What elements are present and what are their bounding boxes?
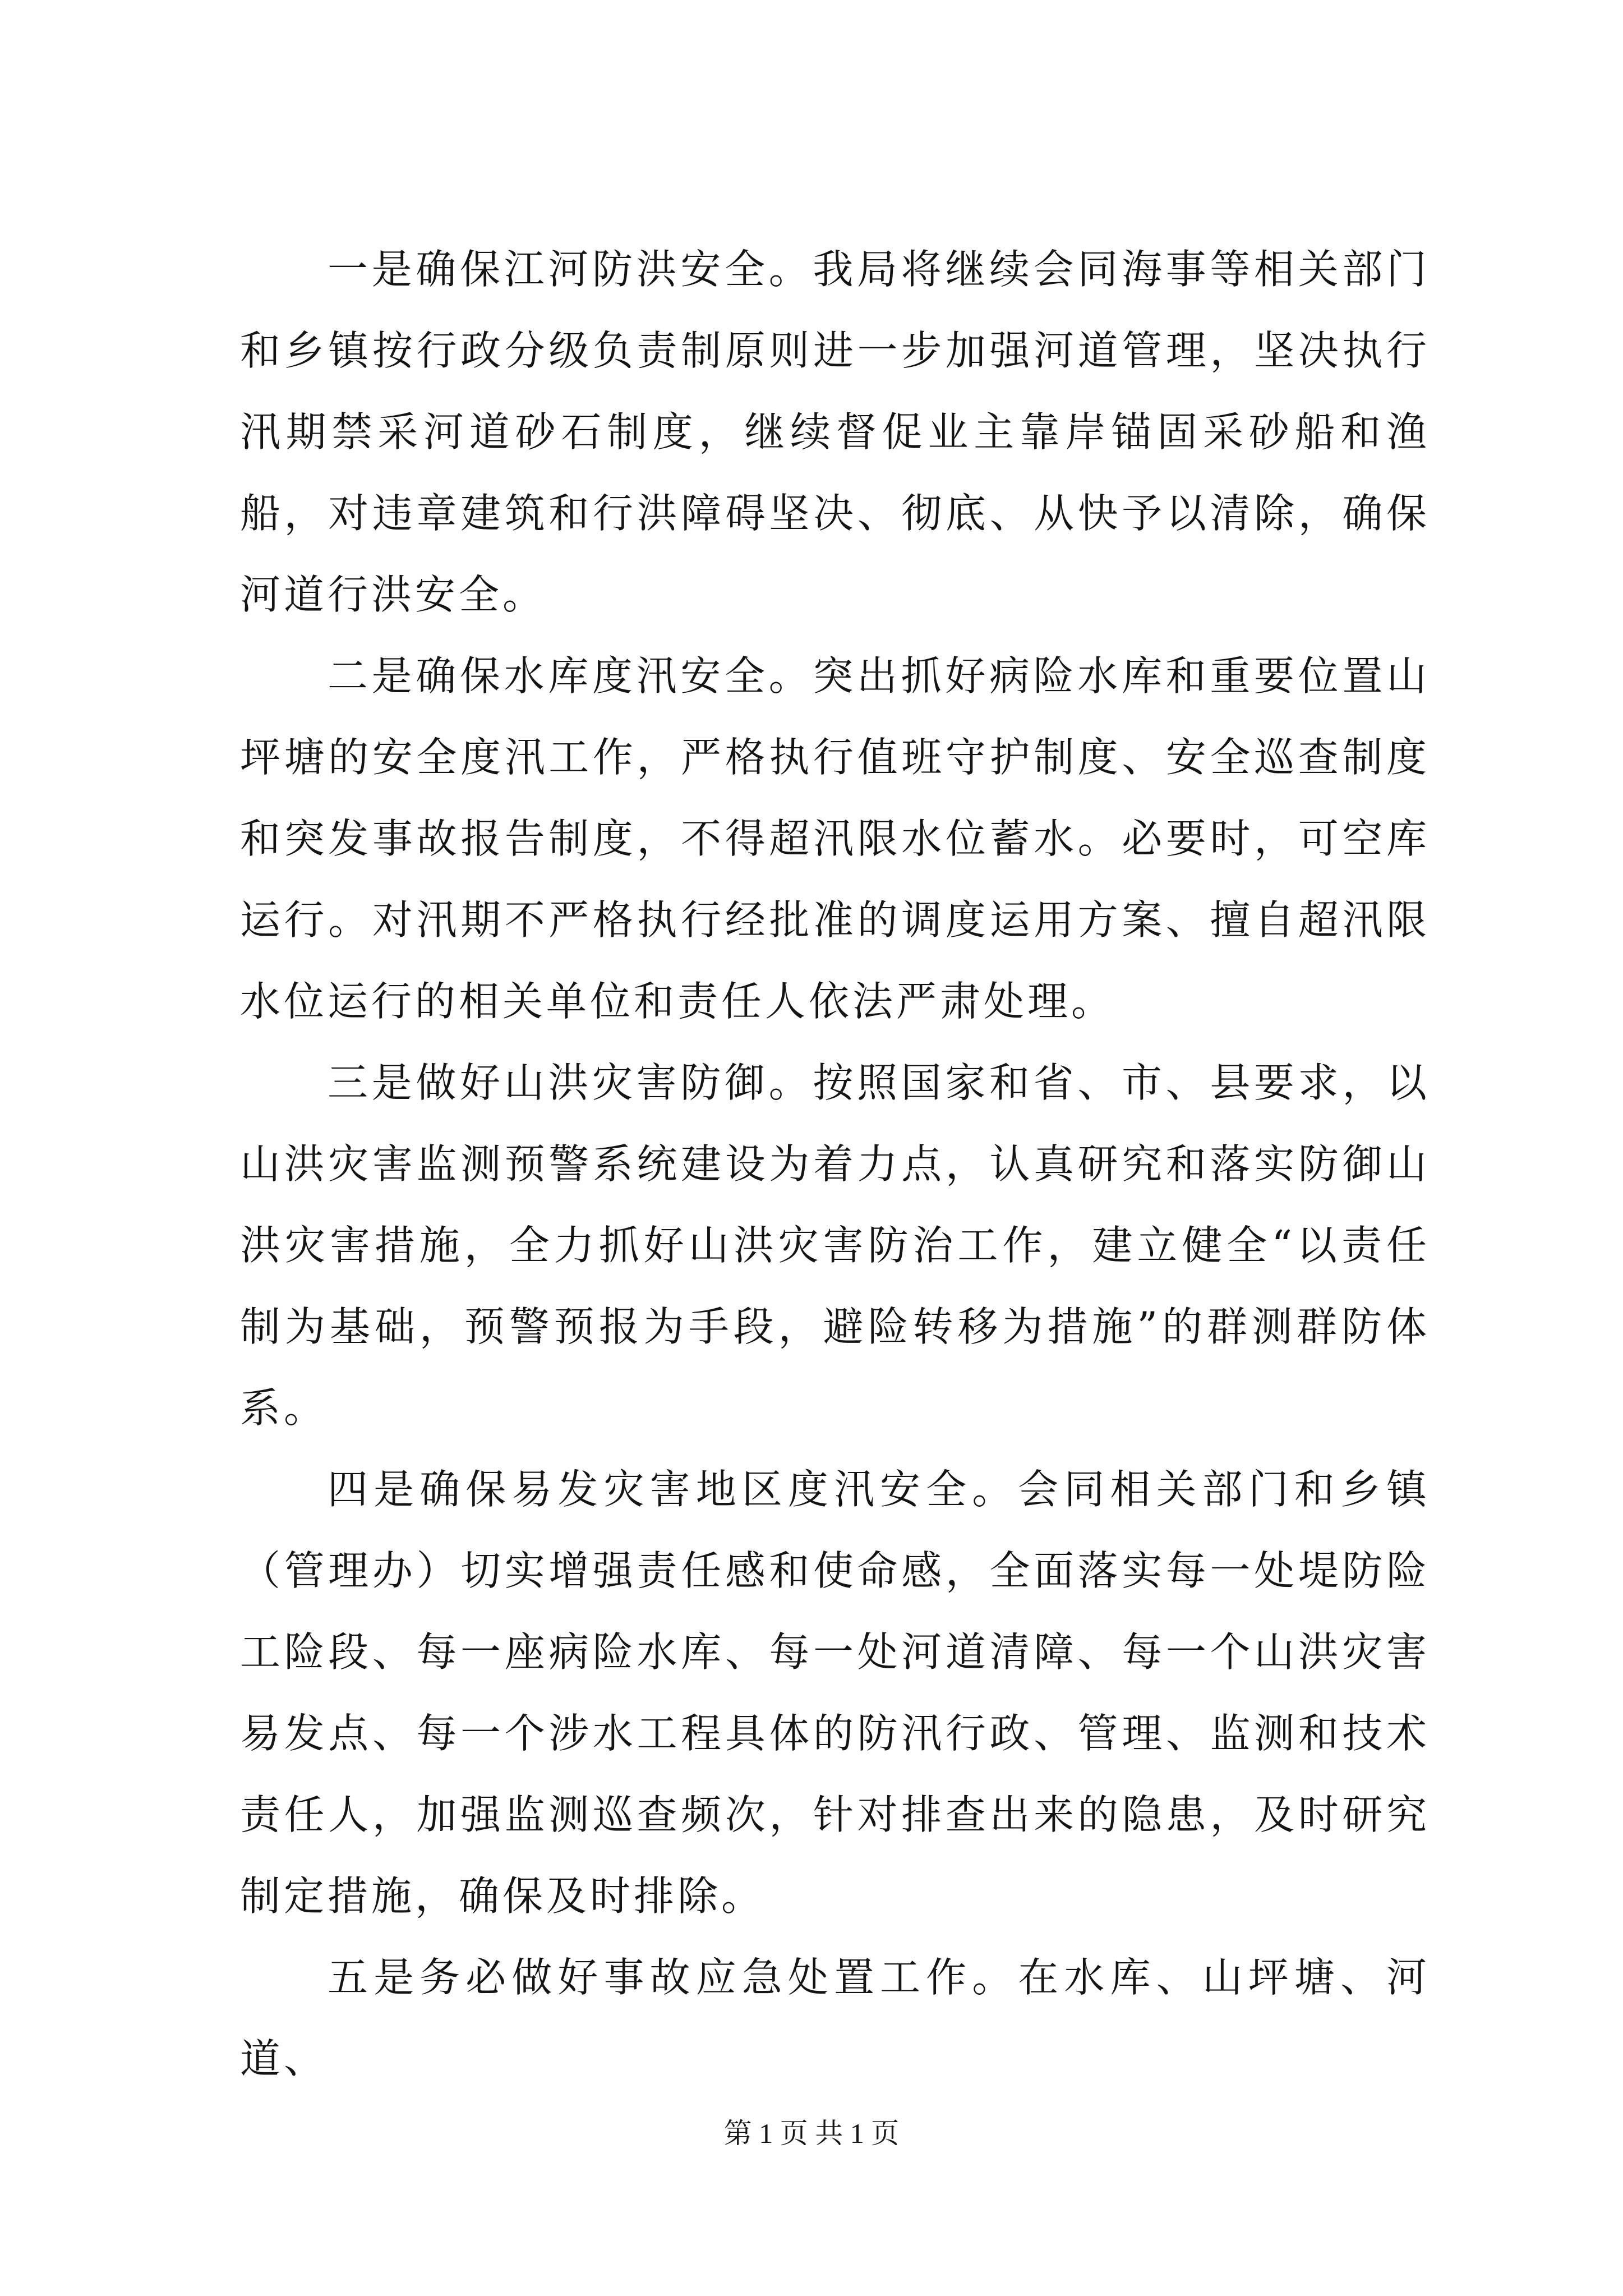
document-body [240,229,1430,2100]
paragraph-river-flood-safety: 一是确保江河防洪安全。我局将继续会同海事等相关部门和乡镇按行政分级负责制原则进一步加强河道管理，坚决执行汛期禁采河道砂石制度，继续督促业主靠岸锚固采砂船和渔船，对违章建筑和行洪障碍坚决、彻底、从快予以清除，确保河道行洪安全。 [240,246,1430,618]
paragraph-reservoir-safety: 二是确保水库度汛安全。突出抓好病险水库和重要位置山坪塘的安全度汛工作，严格执行值班守护制度、安全巡查制度和突发事故报告制度，不得超汛限水位蓄水。必要时，可空库运行。对汛期不严格执行经批准的调度运用方案、擅自超汛限水位运行的相关单位和责任人依法严肃处理。 [240,652,1430,1025]
paragraph-mountain-flood-defense: 三是做好山洪灾害防御。按照国家和省、市、县要求，以山洪灾害监测预警系统建设为着力点，认真研究和落实防御山洪灾害措施，全力抓好山洪灾害防治工作，建立健全“以责任制为基础，预警预报为手段，避险转移为措施”的群测群防体系。 [240,1059,1430,1432]
paragraph-emergency-handling: 五是务必做好事故应急处置工作。在水库、山坪塘、河道、 [240,1954,1430,2082]
paragraph-disaster-prone-areas: 四是确保易发灾害地区度汛安全。会同相关部门和乡镇（管理办）切实增强责任感和使命感，全面落实每一处堤防险工险段、每一座病险水库、每一处河道清障、每一个山洪灾害易发点、每一个涉水工程具体的防汛行政、管理、监测和技术责任人，加强监测巡查频次，针对排查出来的隐患，及时研究制定措施，确保及时排除。 [240,1466,1430,1920]
page-number-footer: 第 1 页 共 1 页 [723,2118,900,2149]
